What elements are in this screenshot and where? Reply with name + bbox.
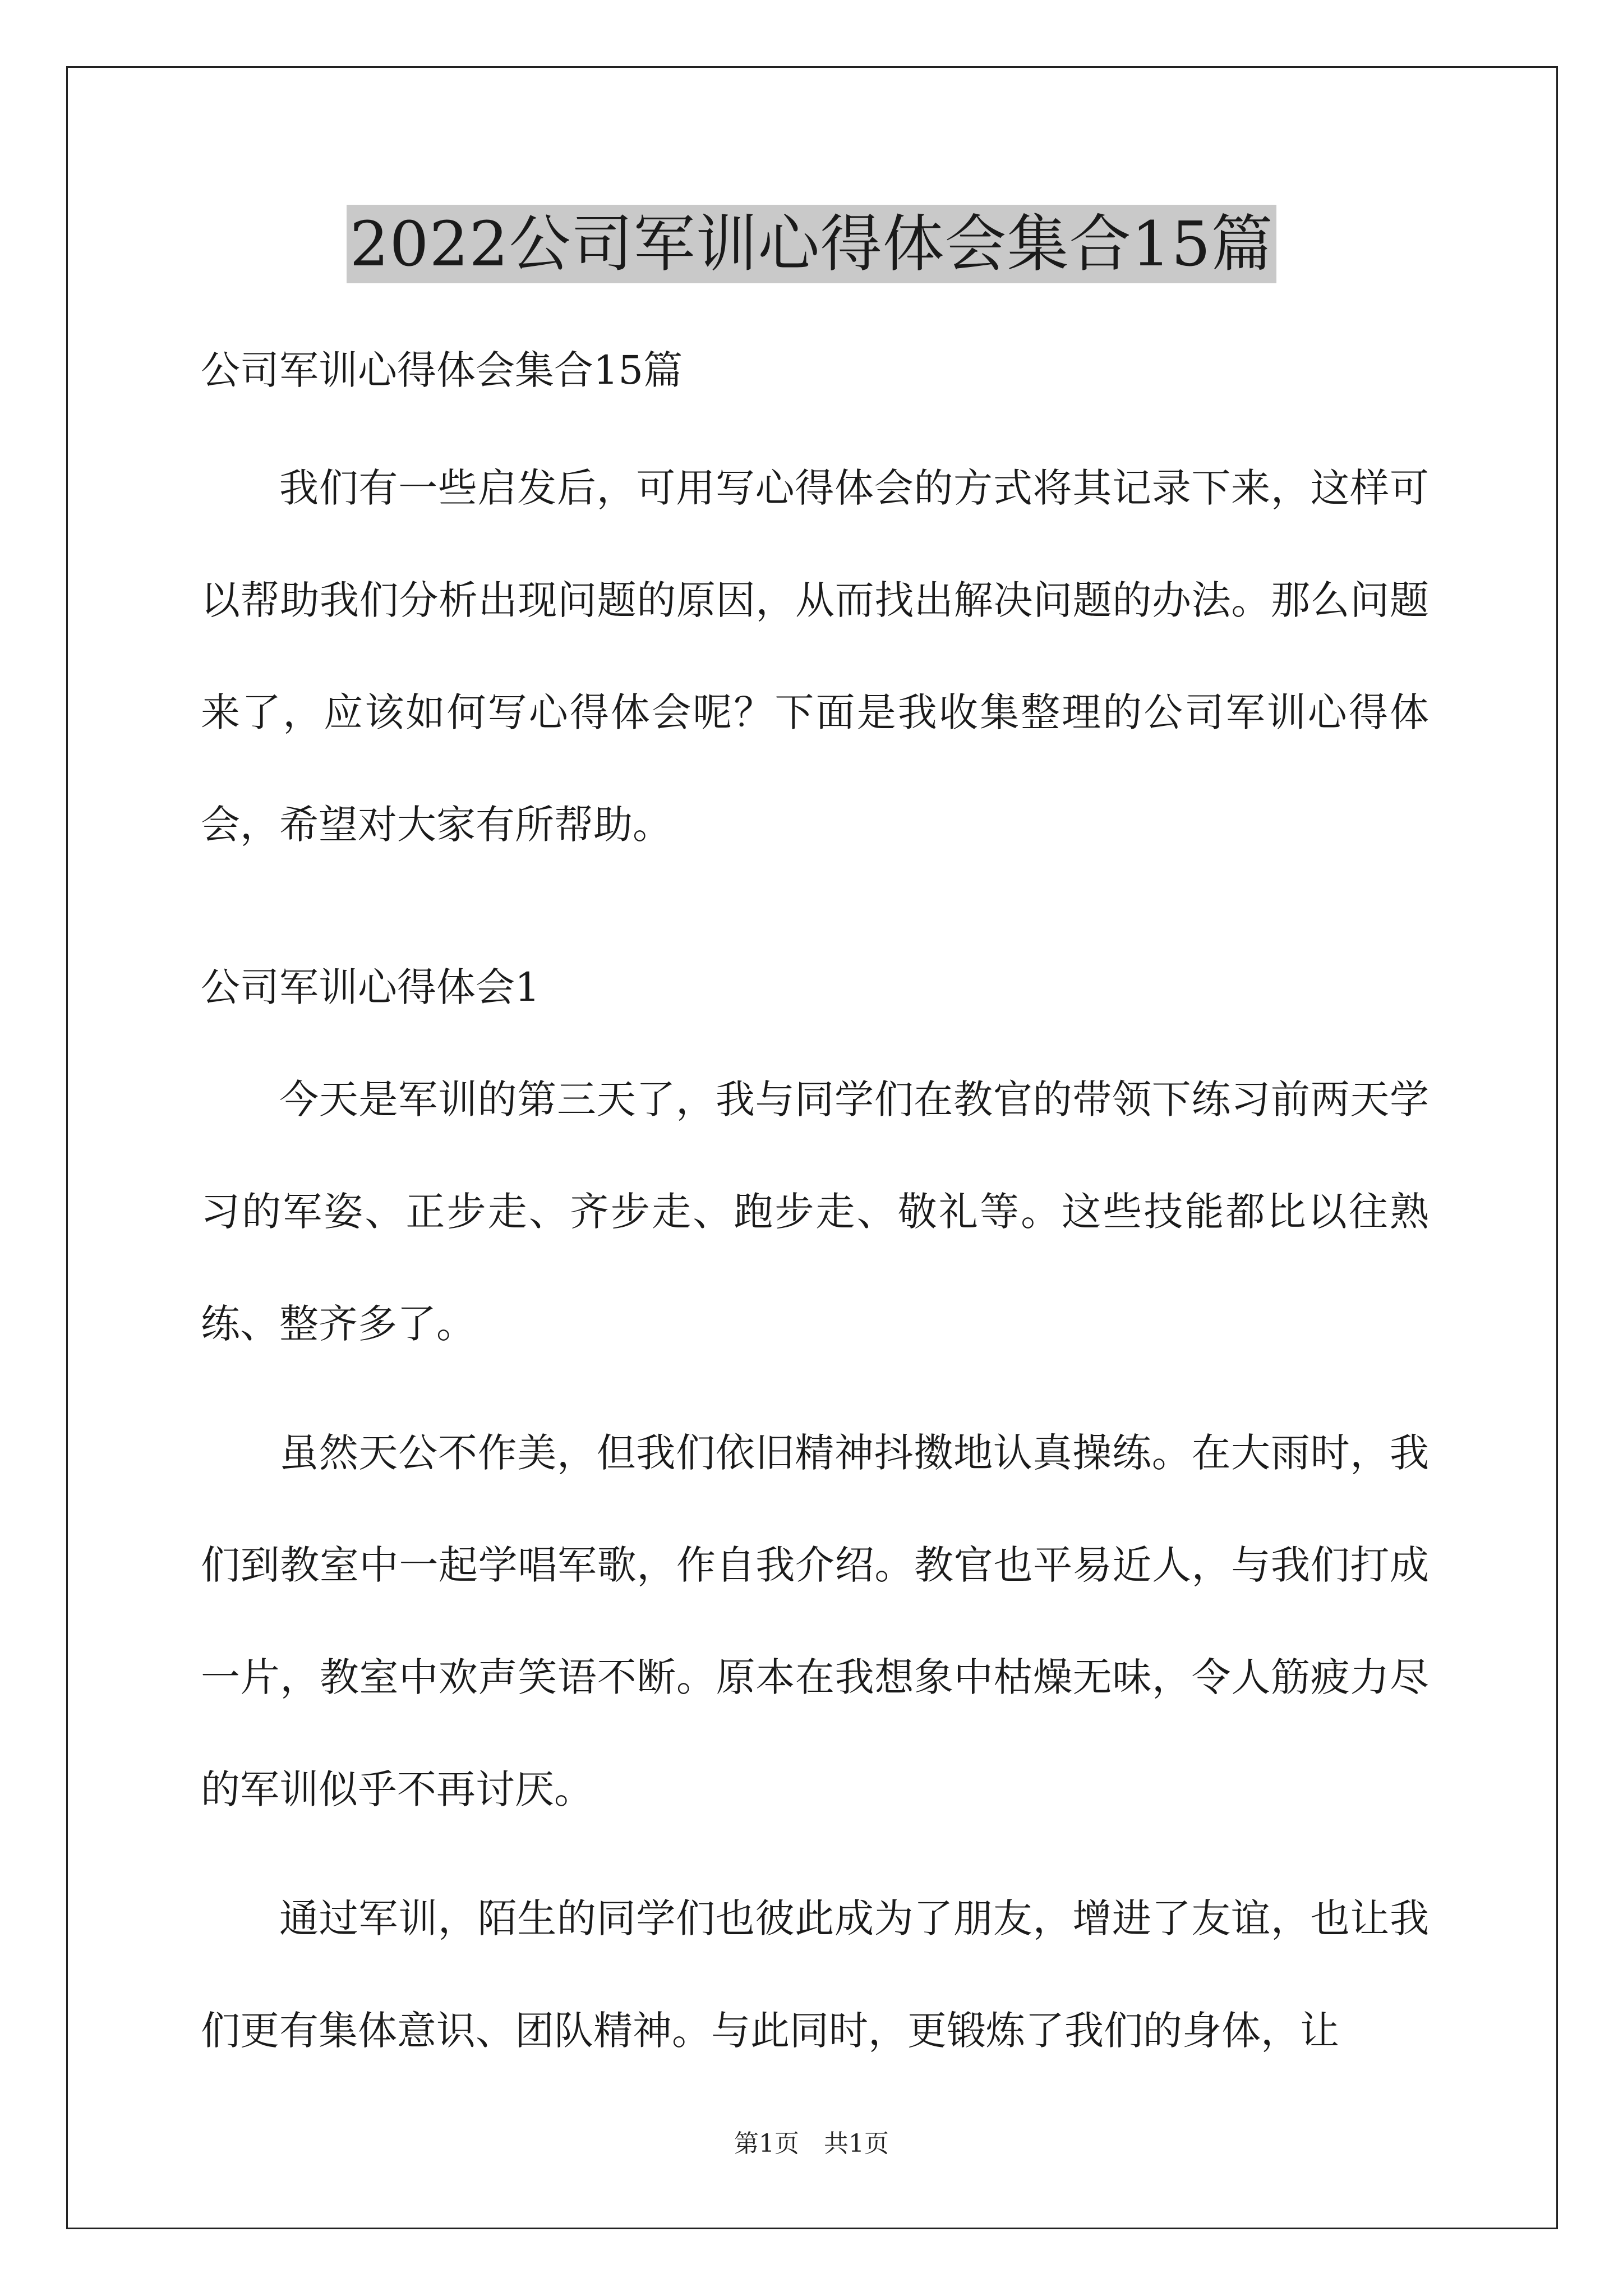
body-paragraph: 今天是军训的第三天了，我与同学们在教官的带领下练习前两天学习的军姿、正步走、齐步走、跑步走、敬礼等。这些技能都比以往熟练、整齐多了。 xyxy=(201,1076,1429,1347)
document-subtitle: 公司军训心得体会集合15篇 xyxy=(201,347,683,393)
document-title-text: 2022公司军训心得体会集合15篇 xyxy=(347,205,1277,283)
section-heading: 公司军训心得体会1 xyxy=(201,964,540,1010)
page-footer: 第1页 共1页 xyxy=(734,2129,889,2158)
document-title xyxy=(0,205,1623,283)
body-paragraph: 虽然天公不作美，但我们依旧精神抖擞地认真操练。在大雨时，我们到教室中一起学唱军歌，作自我介绍。教官也平易近人，与我们打成一片，教室中欢声笑语不断。原本在我想象中枯燥无味，令人筋疲力尽的军训似乎不再讨厌。 xyxy=(201,1430,1429,1812)
intro-paragraph: 我们有一些启发后，可用写心得体会的方式将其记录下来，这样可以帮助我们分析出现问题的原因，从而找出解决问题的办法。那么问题来了，应该如何写心得体会呢？下面是我收集整理的公司军训心得体会，希望对大家有所帮助。 xyxy=(201,465,1429,848)
body-paragraph: 通过军训，陌生的同学们也彼此成为了朋友，增进了友谊，也让我们更有集体意识、团队精神。与此同时，更锻炼了我们的身体，让 xyxy=(201,1895,1429,2054)
